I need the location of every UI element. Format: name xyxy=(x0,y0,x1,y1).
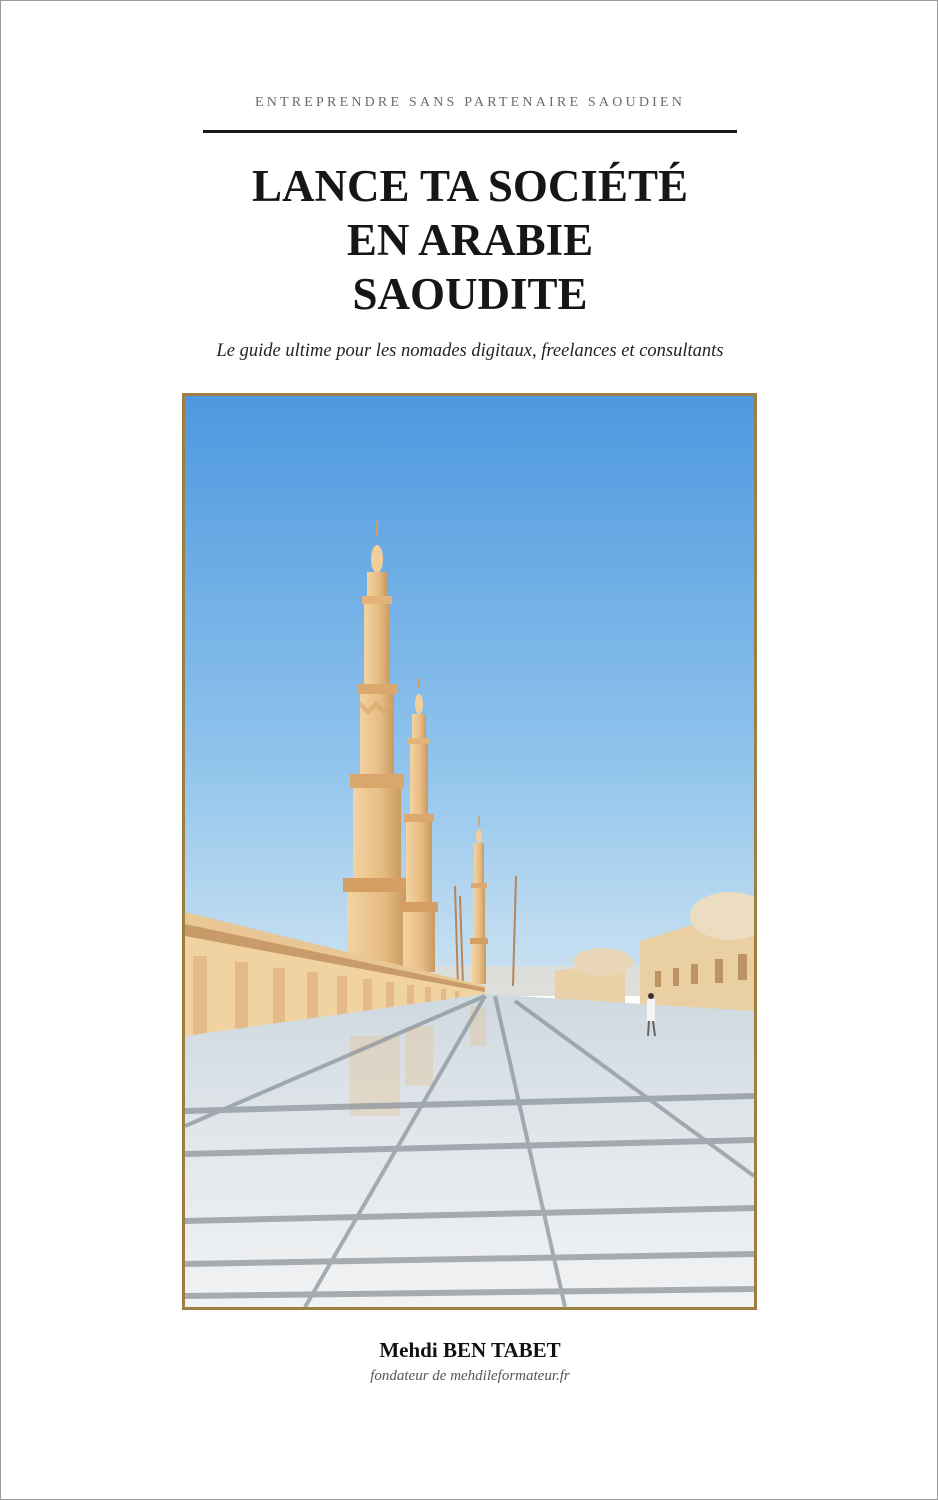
mosque-courtyard-illustration xyxy=(185,396,754,1307)
title-divider xyxy=(203,130,737,133)
book-subtitle: Le guide ultime pour les nomades digitaux, freelances et consultants xyxy=(216,341,724,361)
author-tagline: fondateur de mehdileformateur.fr xyxy=(370,1368,570,1384)
book-title xyxy=(1,159,938,321)
cover-photo xyxy=(182,393,757,1310)
author-name: Mehdi BEN TABET xyxy=(379,1338,561,1362)
sky xyxy=(185,396,754,996)
title-line-2: EN ARABIE xyxy=(346,215,594,265)
title-line-3: SAOUDITE xyxy=(352,269,588,319)
title-line-1: LANCE TA SOCIÉTÉ xyxy=(252,161,688,211)
cover-kicker: ENTREPRENDRE SANS PARTENAIRE SAOUDIEN xyxy=(254,95,686,110)
